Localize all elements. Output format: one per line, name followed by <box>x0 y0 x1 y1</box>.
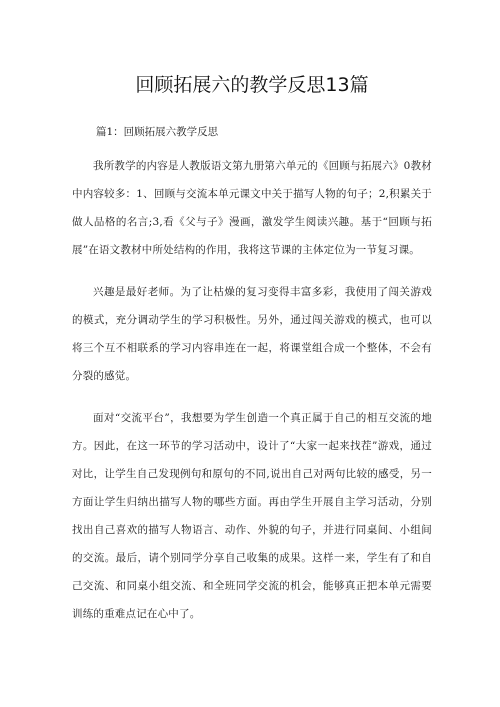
document-title: 回顾拓展六的教学反思13篇 <box>135 74 369 96</box>
paragraph-1: 我所教学的内容是人教版语文第九册第六单元的《回顾与拓展六》0教材中内容较多：1、回顾与交流本单元课文中关于描写人物的句子；2,积累关于做人品格的名言;3,看《父与子》漫画，激发学生阅读兴趣。基于“回顾与拓展”在语文教材中所处结构的作用，我将这节课的主体定位为一节复习课。 <box>72 160 432 256</box>
section-heading: 篇1：回顾拓展六教学反思 <box>96 126 219 138</box>
paragraph-2: 兴趣是最好老师。为了让枯燥的复习变得丰富多彩，我使用了闯关游戏的模式，充分调动学生的学习积极性。另外，通过闯关游戏的模式，也可以将三个互不相联系的学习内容串连在一起，将课堂组合成一个整体，不会有分裂的感觉。 <box>72 286 432 382</box>
paragraph-3: 面对“交流平台”，我想要为学生创造一个真正属于自己的相互交流的地方。因此，在这一环节的学习活动中，设计了“大家一起来找茬”游戏，通过对比，让学生自己发现例句和原句的不同,说出自己对两句比较的感受，另一方面让学生归纳出描写人物的哪些方面。再由学生开展自主学习活动，分别找出自己喜欢的描写人物语言、动作、外貌的句子，并进行同桌间、小组间的交流。最后，请个别同学分享自己收集的成果。这样一来，学生有了和自己交流、和同桌小组交流、和全班同学交流的机会，能够真正把本单元需要训练的重难点记在心中了。 <box>72 412 432 620</box>
